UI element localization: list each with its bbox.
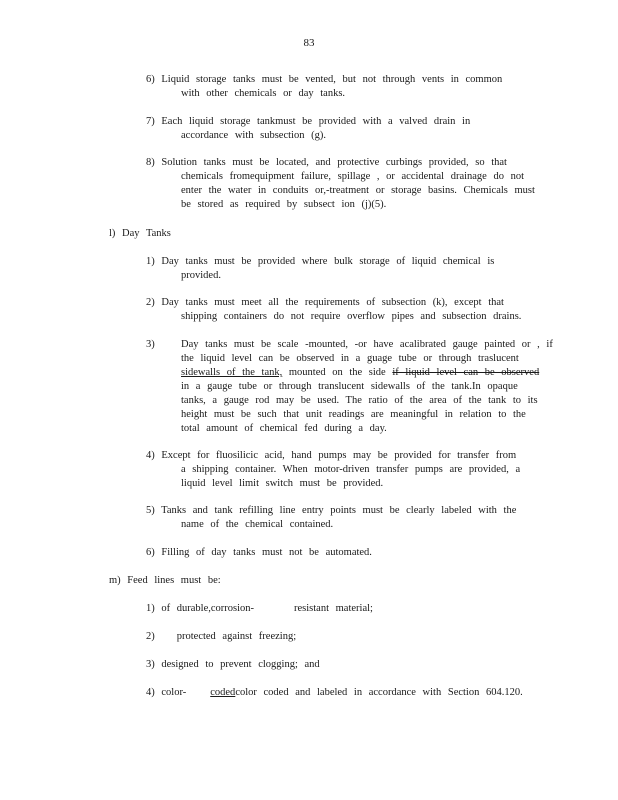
item-m2-line [146,630,546,644]
list-item-m2 [146,630,546,644]
item-m1-part-a: 1) of durable,corrosion- [146,603,255,614]
item-6-line-2: with other chemicals or day tanks. [181,88,346,99]
item-l4-line-1: 4) Except for fluosilicic acid, hand pumps may be provided for transfer from [146,450,517,461]
list-item-6 [146,73,546,101]
item-l3-line-5: tanks, a gauge rod may be used. The ratio of the area of the tank to its [181,395,538,406]
underlined-text: sidewalls of the tank, [181,367,283,378]
item-l3-number: 3) [146,339,155,350]
list-item-8 [146,156,546,212]
item-m1-part-b: resistant material; [294,603,373,614]
struck-text: if liquid level can be observed [392,367,540,378]
item-m4-part-b: color coded and labeled in accordance with Section 604.120. [235,687,523,698]
item-7-line-2: accordance with subsection (g). [181,130,326,141]
list-item-m3 [146,658,546,672]
section-heading-day-tanks: l) Day Tanks [109,228,171,239]
list-item-7 [146,115,546,143]
item-m4-part-a: 4) color- [146,687,187,698]
item-l2-line-2: shipping containers do not require overflow pipes and subsection drains. [181,311,522,322]
item-m2-part-b: protected against freezing; [176,631,297,642]
plain-text: mounted on the side [282,367,393,378]
list-item-l1 [146,255,546,283]
item-l3-line-1: Day tanks must be scale -mounted, -or have acalibrated gauge painted or , if [181,339,553,350]
list-item-l4 [146,449,546,491]
item-l5-line-2: name of the chemical contained. [181,519,334,530]
item-l2-line-1: 2) Day tanks must meet all the requirements of subsection (k), except that [146,297,504,308]
item-l1-line-1: 1) Day tanks must be provided where bulk storage of liquid chemical is [146,256,495,267]
item-8-line-4: be stored as required by subsect ion (j)(5). [181,199,387,210]
page-number: 83 [303,37,315,49]
item-8-line-1: 8) Solution tanks must be located, and protective curbings provided, so that [146,157,507,168]
item-l1-line-2: provided. [181,270,221,281]
item-l3-line-3 [146,366,546,380]
item-l6-line-1: 6) Filling of day tanks must not be automated. [146,547,372,558]
list-item-l2 [146,296,546,324]
section-heading-feed-lines: m) Feed lines must be: [109,575,221,586]
item-l3-line-6: height must be such that unit readings are meaningful in relation to the [181,409,526,420]
item-m4-underlined: coded [210,687,236,698]
list-item-l5 [146,504,546,532]
item-l3-line-2: the liquid level can be observed in a guage tube or through traslucent [181,353,519,364]
item-l5-line-1: 5) Tanks and tank refilling line entry points must be clearly labeled with the [146,505,517,516]
item-l3-line-4: in a gauge tube or through translucent sidewalls of the tank.In opaque [181,381,518,392]
list-item-m4 [146,686,546,700]
item-l4-line-2: a shipping container. When motor-driven transfer pumps are provided, a [181,464,521,475]
item-6-line-1: 6) Liquid storage tanks must be vented, but not through vents in common [146,74,503,85]
item-8-line-2: chemicals fromequipment failure, spillage , or accidental drainage do not [181,171,525,182]
item-8-line-3: enter the water in conduits or,-treatment or storage basins. Chemicals must [181,185,535,196]
list-item-l6 [146,546,546,560]
item-m2-part-a: 2) [146,631,155,642]
item-m3-line: 3) designed to prevent clogging; and [146,659,320,670]
item-7-line-1: 7) Each liquid storage tankmust be provided with a valved drain in [146,116,471,127]
list-item-m1 [146,602,546,616]
list-item-l3 [146,338,553,436]
item-m1-line [146,602,546,616]
item-l4-line-3: liquid level limit switch must be provided. [181,478,384,489]
item-l3-line-7: total amount of chemical fed during a day. [181,423,387,434]
item-m4-line [146,686,546,700]
